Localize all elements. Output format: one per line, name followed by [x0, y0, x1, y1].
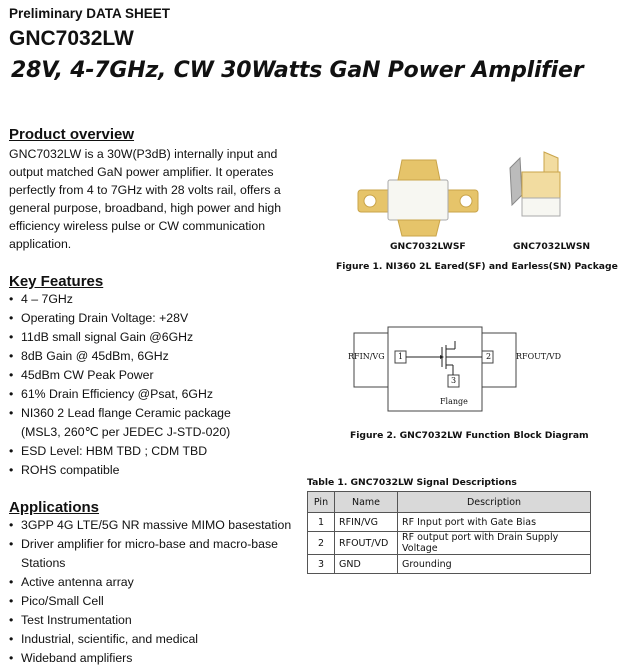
table-row [308, 555, 591, 574]
list-item: • Wideband amplifiers [9, 649, 299, 668]
list-item: • ESD Level: HBM TBD ; CDM TBD [9, 442, 299, 461]
table-row [308, 513, 591, 532]
list-item: • NI360 2 Lead flange Ceramic package [9, 404, 299, 423]
table-cell: RF output port with Drain Supply Voltage [398, 532, 591, 555]
table-title: Table 1. GNC7032LW Signal Descriptions [307, 477, 517, 488]
signal-table [307, 491, 591, 574]
list-item: • Test Instrumentation [9, 611, 299, 630]
list-item: • Operating Drain Voltage: +28V [9, 309, 299, 328]
list-item: • 45dBm CW Peak Power [9, 366, 299, 385]
pin-number-2: 2 [486, 352, 492, 361]
preliminary-label: Preliminary DATA SHEET [9, 6, 171, 21]
list-item: • 61% Drain Efficiency @Psat, 6GHz [9, 385, 299, 404]
overview-line: output matched GaN power amplifier. It operates [9, 165, 274, 179]
table-cell: Grounding [398, 555, 591, 574]
table-row [308, 532, 591, 555]
table-cell: 3 [308, 555, 335, 574]
pin-label-rfout: RFOUT/VD [516, 352, 562, 361]
pin-number-1: 1 [398, 352, 404, 361]
applications-list [9, 516, 299, 668]
list-item: • 3GPP 4G LTE/5G NR massive MIMO basestation [9, 516, 299, 535]
package-label-sf: GNC7032LWSF [390, 241, 466, 252]
overview-line: application. [9, 237, 72, 251]
flange-label: Flange [440, 397, 468, 406]
list-item: • 4 – 7GHz [9, 290, 299, 309]
list-item: • Driver amplifier for micro-base and macro-base [9, 535, 299, 554]
applications-heading: Applications [9, 499, 100, 516]
table-cell: GND [335, 555, 398, 574]
package-images [340, 150, 600, 240]
list-item: (MSL3, 260℃ per JEDEC J-STD-020) [21, 425, 231, 439]
list-item: Stations [21, 556, 66, 570]
overview-line: efficiency wireless pulse or CW communication [9, 219, 266, 233]
pin-label-rfin: RFIN/VG [348, 352, 385, 361]
overview-line: general purpose, broadband, high power and high [9, 201, 282, 215]
overview-line: perfectly from 4 to 7GHz with 28 volts rail, offers a [9, 183, 281, 197]
product-tagline: 28V, 4-7GHz, CW 30Watts GaN Power Amplifier [11, 58, 584, 83]
list-item: • 11dB small signal Gain @6GHz [9, 328, 299, 347]
table-cell: 2 [308, 532, 335, 555]
list-item: • Industrial, scientific, and medical [9, 630, 299, 649]
eared-package-image [358, 160, 478, 236]
figure2-caption: Figure 2. GNC7032LW Function Block Diagram [350, 430, 589, 441]
pin-number-3: 3 [451, 376, 457, 385]
overview-line: GNC7032LW is a 30W(P3dB) internally input and [9, 147, 278, 161]
column-header: Name [335, 492, 398, 513]
column-header: Description [398, 492, 591, 513]
features-list [9, 290, 299, 480]
list-item: • Active antenna array [9, 573, 299, 592]
table-cell: RF Input port with Gate Bias [398, 513, 591, 532]
earless-package-image [510, 152, 560, 216]
table-cell: 1 [308, 513, 335, 532]
part-number: GNC7032LW [9, 27, 134, 50]
overview-heading: Product overview [9, 126, 135, 143]
figure1-caption: Figure 1. NI360 2L Eared(SF) and Earless(SN) Package [336, 261, 618, 272]
table-cell: RFOUT/VD [335, 532, 398, 555]
features-heading: Key Features [9, 273, 104, 290]
list-item: • Pico/Small Cell [9, 592, 299, 611]
overview-paragraph [9, 145, 294, 253]
table-header-row [308, 492, 591, 513]
list-item: • ROHS compatible [9, 461, 299, 480]
package-label-sn: GNC7032LWSN [513, 241, 591, 252]
column-header: Pin [308, 492, 335, 513]
table-cell: RFIN/VG [335, 513, 398, 532]
list-item: • 8dB Gain @ 45dBm, 6GHz [9, 347, 299, 366]
